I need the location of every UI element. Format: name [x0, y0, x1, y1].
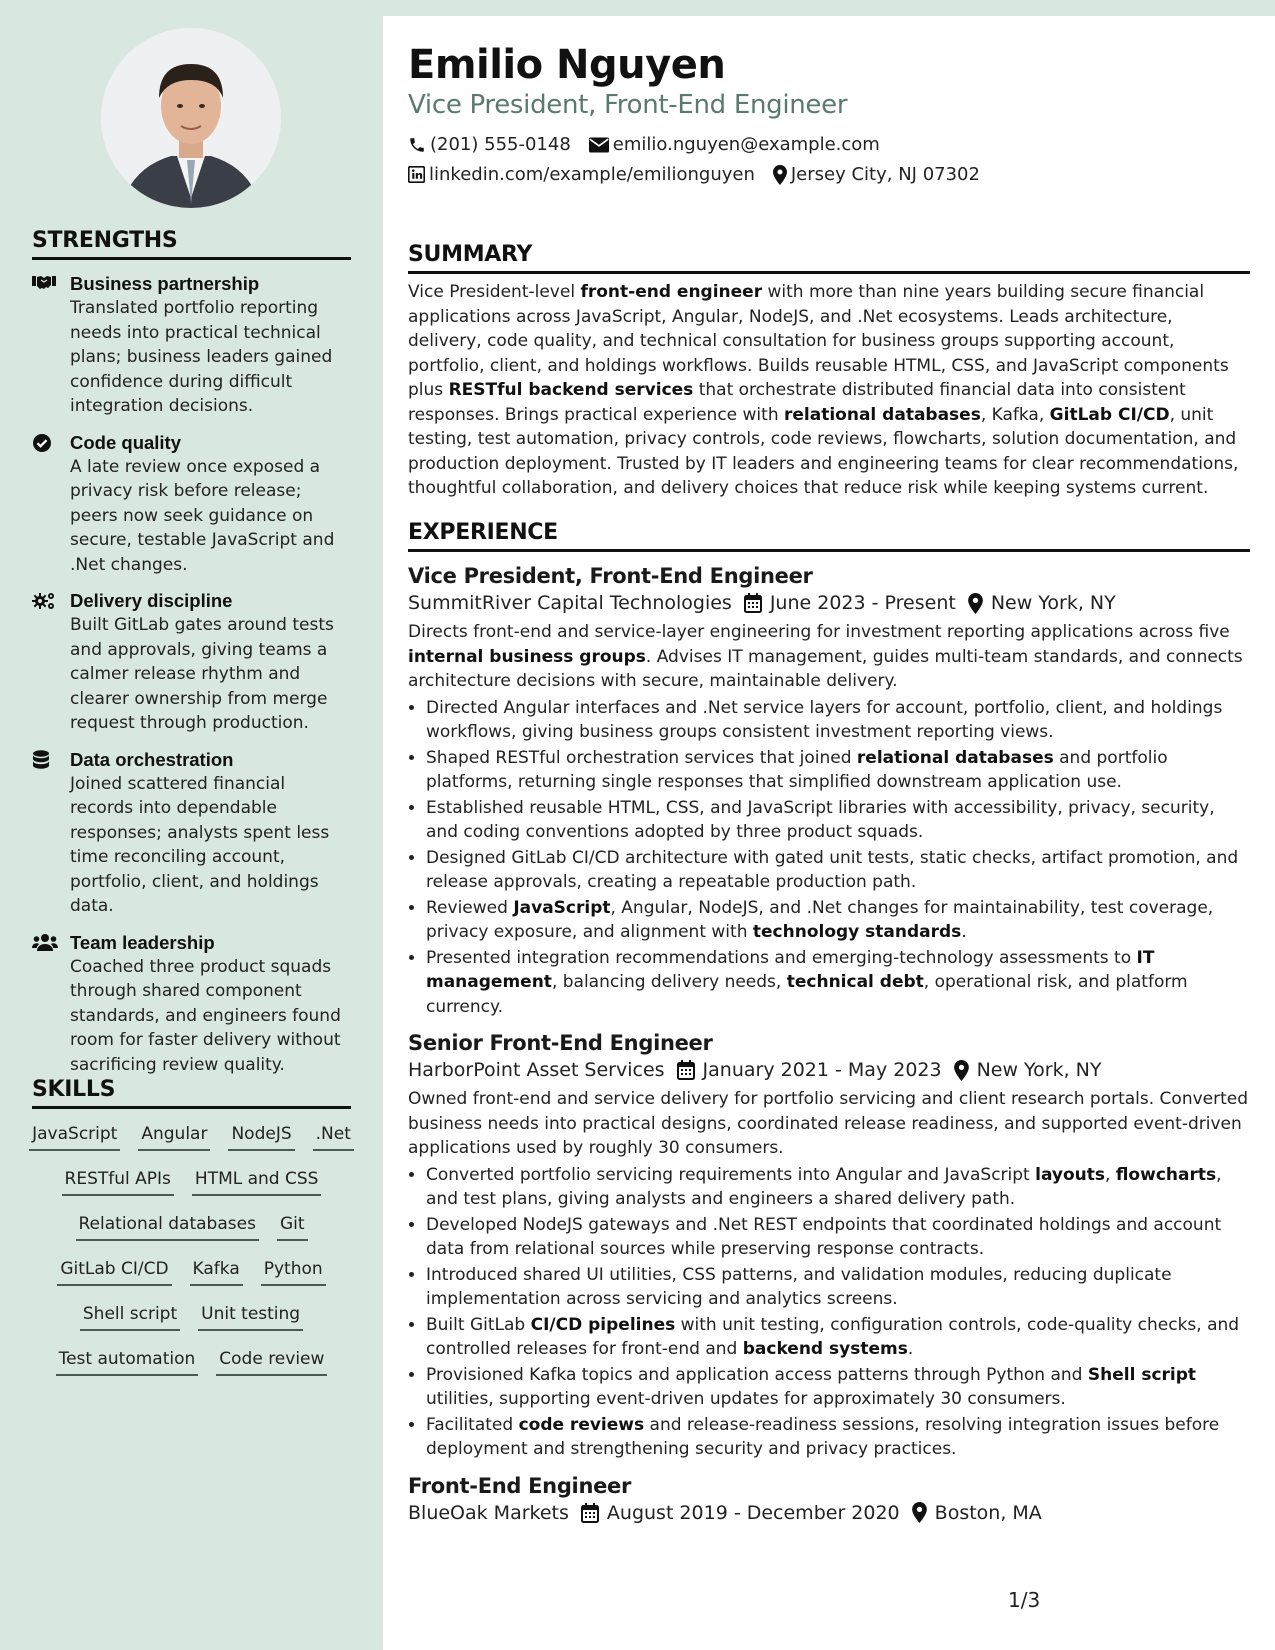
rich-text-part: and release-readiness sessions, resolving integration issues before deployment and strengthening security and privacy practices. — [426, 1414, 1220, 1459]
skills-section — [32, 1077, 351, 1389]
handshake-icon — [32, 274, 54, 292]
job-bullets — [408, 1163, 1250, 1462]
email-contact[interactable] — [589, 134, 880, 155]
calendar-icon — [744, 593, 762, 613]
strengths-heading: STRENGTHS — [32, 228, 351, 260]
skill-tag: Unit testing — [198, 1299, 303, 1331]
rich-text-part: Owned front-end and service delivery for portfolio servicing and client research portals. Converted business needs into practical designs, coordinated release readiness, and supported event-driven applications used by roughly 30 consumers. — [408, 1089, 1249, 1158]
job-meta — [408, 1502, 1250, 1524]
bullet-item — [426, 1413, 1250, 1462]
users-icon — [32, 933, 54, 951]
location-text: New York, NY — [990, 592, 1116, 614]
linkedin-text: linkedin.com/example/emilionguyen — [429, 164, 755, 185]
rich-text-part: . — [907, 1339, 914, 1359]
rich-text-part: and portfolio platforms, returning single responses that simplified downstream application use. — [426, 747, 1168, 792]
rich-text-part: utilities, supporting event-driven updates for approximately 30 consumers. — [426, 1389, 1066, 1409]
skill-tag: Relational databases — [76, 1209, 259, 1241]
rich-text-part: Presented integration recommendations and emerging-technology assessments to — [426, 947, 1137, 968]
rich-text-part: flowcharts — [1115, 1164, 1217, 1185]
rich-text-part: Directed Angular interfaces and .Net service layers for account, portfolio, client, and holdings workflows, giving business groups consistent investment reporting views. — [426, 697, 1223, 742]
skill-tag: Code review — [216, 1344, 327, 1376]
bullet-item — [426, 796, 1250, 845]
skill-row — [32, 1344, 351, 1389]
skill-tag: Kafka — [190, 1254, 243, 1286]
skill-tag: GitLab CI/CD — [57, 1254, 171, 1286]
check-circle-icon — [32, 433, 54, 451]
experience-heading: EXPERIENCE — [408, 520, 1250, 552]
bullet-item — [426, 1363, 1250, 1412]
strength-title: Delivery discipline — [70, 590, 233, 611]
profile-photo — [101, 28, 281, 208]
rich-text-part: GitLab CI/CD — [1049, 404, 1170, 425]
job-title: Front-End Engineer — [408, 1473, 632, 1498]
strength-item — [32, 748, 351, 919]
person-name: Emilio Nguyen — [408, 42, 726, 88]
bullet-item — [426, 1263, 1250, 1312]
summary-section — [408, 242, 1250, 501]
rich-text-part: . — [961, 922, 967, 942]
strength-title: Team leadership — [70, 931, 215, 953]
summary-text — [408, 280, 1250, 501]
envelope-icon — [589, 137, 609, 153]
map-marker-icon — [968, 593, 983, 614]
job-title: Senior Front-End Engineer — [408, 1031, 713, 1055]
skill-tag: HTML and CSS — [192, 1164, 322, 1196]
dates-text: January 2021 - May 2023 — [702, 1059, 942, 1081]
bullet-item — [426, 1313, 1250, 1362]
rich-text-part: relational databases — [856, 747, 1054, 768]
rich-text-part: , Angular, NodeJS, and .Net changes for maintainability, test coverage, privacy exposure, and alignment with — [426, 897, 1214, 942]
phone-text: (201) 555-0148 — [430, 134, 571, 155]
rich-text-part: with more than nine years building secure financial applications across JavaScript, Angular, NodeJS, and .Net ecosystems. Leads architecture, delivery, code quality, and technical consultation for business groups supporting account, portfolio, client, and holdings workflows. Builds reusable HTML, CSS, and JavaScript components plus — [408, 282, 1229, 400]
strength-title: Code quality — [70, 431, 182, 453]
phone-icon — [408, 136, 426, 154]
calendar-icon — [581, 1503, 599, 1523]
job-location — [912, 1502, 1042, 1524]
linkedin-contact[interactable] — [408, 164, 755, 185]
calendar-icon — [677, 1060, 695, 1080]
strength-item — [32, 931, 351, 1078]
rich-text-part: Facilitated — [426, 1414, 519, 1435]
rich-text-part: technical debt — [786, 972, 924, 992]
rich-text-part: relational databases — [784, 404, 981, 425]
skill-row — [32, 1119, 351, 1164]
job-intro — [408, 1087, 1250, 1161]
rich-text-part: , unit testing, test automation, privacy controls, code reviews, flowcharts, solution documentation, and production deployment. Trusted by IT leaders and engineering teams for clear recommendations, thoughtful collaboration, and delivery choices that reduce risk while keeping systems current. — [408, 404, 1239, 498]
skill-row — [32, 1164, 351, 1209]
bullet-item — [426, 846, 1250, 895]
skill-tag: Python — [261, 1254, 326, 1286]
rich-text-part: layouts — [1035, 1164, 1106, 1185]
job-bullets — [408, 696, 1250, 1020]
rich-text-part: Established reusable HTML, CSS, and JavaScript libraries with accessibility, privacy, security, and coding conventions adopted by three product squads. — [426, 797, 1215, 842]
linkedin-icon — [408, 166, 425, 183]
rich-text-part: JavaScript — [513, 897, 611, 918]
strength-description: A late review once exposed a privacy risk before release; peers now seek guidance on secure, testable JavaScript and .Net changes. — [70, 456, 335, 575]
skill-row — [32, 1209, 351, 1254]
rich-text-part: internal business groups — [408, 646, 646, 667]
rich-text-part: Vice President-level — [408, 282, 581, 302]
rich-text-part: Directs front-end and service-layer engineering for investment reporting applications across five — [408, 622, 1230, 642]
jobs-list — [408, 564, 1250, 1524]
rich-text-part: Converted portfolio servicing requirements into Angular and JavaScript — [426, 1164, 1036, 1185]
skill-tag: Test automation — [56, 1344, 199, 1376]
job-title: Vice President, Front-End Engineer — [408, 564, 813, 588]
skill-tag: Git — [277, 1209, 308, 1241]
skills-list — [32, 1119, 351, 1389]
strength-description: Translated portfolio reporting needs into practical technical plans; business leaders gained confidence during difficult integration decisions. — [70, 298, 333, 416]
experience-section — [408, 520, 1250, 1528]
skills-heading: SKILLS — [32, 1077, 351, 1109]
skill-tag: RESTful APIs — [62, 1164, 174, 1196]
job-entry — [408, 1031, 1250, 1462]
job-headline: Vice President, Front-End Engineer — [408, 90, 848, 120]
location-text: New York, NY — [976, 1059, 1102, 1081]
skill-tag: .Net — [313, 1119, 354, 1151]
rich-text-part: Shell script — [1087, 1364, 1197, 1385]
rich-text-part: Built GitLab — [426, 1314, 531, 1335]
strength-description: Joined scattered financial records into dependable responses; analysts spent less time reconciling account, portfolio, client, and holdings data. — [70, 773, 330, 916]
map-marker-icon — [773, 165, 787, 185]
rich-text-part: technology standards — [752, 922, 962, 942]
bullet-item — [426, 1163, 1250, 1212]
strength-item — [32, 589, 351, 736]
gears-icon — [32, 591, 54, 609]
skill-row — [32, 1254, 351, 1299]
rich-text-part: Introduced shared UI utilities, CSS patterns, and validation modules, reducing duplicate implementation across servicing and analytics screens. — [426, 1264, 1172, 1309]
skill-tag: Angular — [138, 1119, 210, 1151]
dates-text: June 2023 - Present — [769, 592, 956, 614]
rich-text-part: RESTful backend services — [448, 380, 694, 400]
strength-title: Data orchestration — [70, 748, 234, 770]
bullet-item — [426, 1213, 1250, 1262]
strength-description: Coached three product squads through shared component standards, and engineers found room for faster delivery without sacrificing review quality. — [70, 956, 341, 1075]
job-location — [968, 592, 1116, 614]
email-text: emilio.nguyen@example.com — [612, 134, 880, 155]
rich-text-part: Shaped RESTful orchestration services that joined — [426, 747, 857, 768]
job-intro — [408, 620, 1250, 694]
strength-item — [32, 431, 351, 578]
location-text: Boston, MA — [934, 1501, 1042, 1524]
location-contact — [773, 164, 980, 185]
rich-text-part: code reviews — [518, 1414, 645, 1435]
strengths-list — [32, 272, 351, 1077]
skill-tag: JavaScript — [29, 1119, 120, 1151]
page-number: 1/3 — [1008, 1588, 1041, 1612]
rich-text-part: , operational risk, and platform currency. — [426, 972, 1188, 1017]
rich-text-part: Designed GitLab CI/CD architecture with gated unit tests, static checks, artifact promotion, and release approvals, creating a repeatable production path. — [426, 847, 1239, 892]
rich-text-part: with unit testing, configuration controls, code-quality checks, and controlled releases for front-end and — [426, 1314, 1240, 1359]
job-dates — [677, 1059, 942, 1081]
dates-text: August 2019 - December 2020 — [606, 1501, 900, 1524]
strength-description: Built GitLab gates around tests and approvals, giving teams a calmer release rhythm and clearer ownership from merge request through production. — [70, 615, 334, 733]
job-entry — [408, 1474, 1250, 1524]
rich-text-part: backend systems — [742, 1339, 908, 1359]
company-name: HarborPoint Asset Services — [408, 1059, 665, 1081]
rich-text-part: that orchestrate distributed financial data into consistent responses. Brings practical experience with — [408, 380, 1186, 425]
map-marker-icon — [912, 1502, 927, 1523]
strength-item — [32, 272, 351, 419]
rich-text-part: IT management — [426, 947, 1155, 992]
main-content — [383, 16, 1275, 1650]
summary-heading: SUMMARY — [408, 242, 1250, 274]
contact-row-2 — [408, 164, 998, 185]
strengths-section — [32, 228, 351, 1077]
skill-tag: NodeJS — [228, 1119, 294, 1151]
job-dates — [581, 1502, 900, 1524]
company-name: SummitRiver Capital Technologies — [408, 592, 732, 614]
job-entry — [408, 564, 1250, 1019]
rich-text-part: CI/CD pipelines — [530, 1314, 676, 1335]
bullet-item — [426, 896, 1250, 945]
job-meta — [408, 1059, 1250, 1081]
rich-text-part: , Kafka, — [980, 404, 1050, 425]
bullet-item — [426, 746, 1250, 795]
rich-text-part: Reviewed — [426, 897, 514, 918]
strength-title: Business partnership — [70, 273, 260, 294]
job-meta — [408, 592, 1250, 614]
job-dates — [744, 592, 956, 614]
sidebar — [0, 0, 383, 1650]
rich-text-part: , balancing delivery needs, — [551, 972, 787, 992]
skill-tag: Shell script — [80, 1299, 180, 1331]
phone-contact[interactable] — [408, 134, 571, 155]
rich-text-part: front-end engineer — [580, 282, 763, 302]
database-icon — [32, 750, 54, 768]
bullet-item — [426, 696, 1250, 745]
rich-text-part: Provisioned Kafka topics and application access patterns through Python and — [426, 1364, 1088, 1385]
rich-text-part: , — [1105, 1164, 1116, 1185]
location-text: Jersey City, NJ 07302 — [790, 164, 980, 185]
rich-text-part: . Advises IT management, guides multi-team standards, and connects architecture decisions with secure, maintainable delivery. — [408, 646, 1243, 691]
rich-text-part: , and test plans, giving analysts and engineers a shared delivery path. — [426, 1164, 1222, 1209]
skill-row — [32, 1299, 351, 1344]
company-name: BlueOak Markets — [408, 1501, 569, 1524]
map-marker-icon — [954, 1060, 969, 1081]
bullet-item — [426, 946, 1250, 1020]
contact-row-1 — [408, 134, 898, 155]
job-location — [954, 1059, 1102, 1081]
rich-text-part: Developed NodeJS gateways and .Net REST endpoints that coordinated holdings and account data from relational sources while preserving response contracts. — [426, 1214, 1222, 1259]
